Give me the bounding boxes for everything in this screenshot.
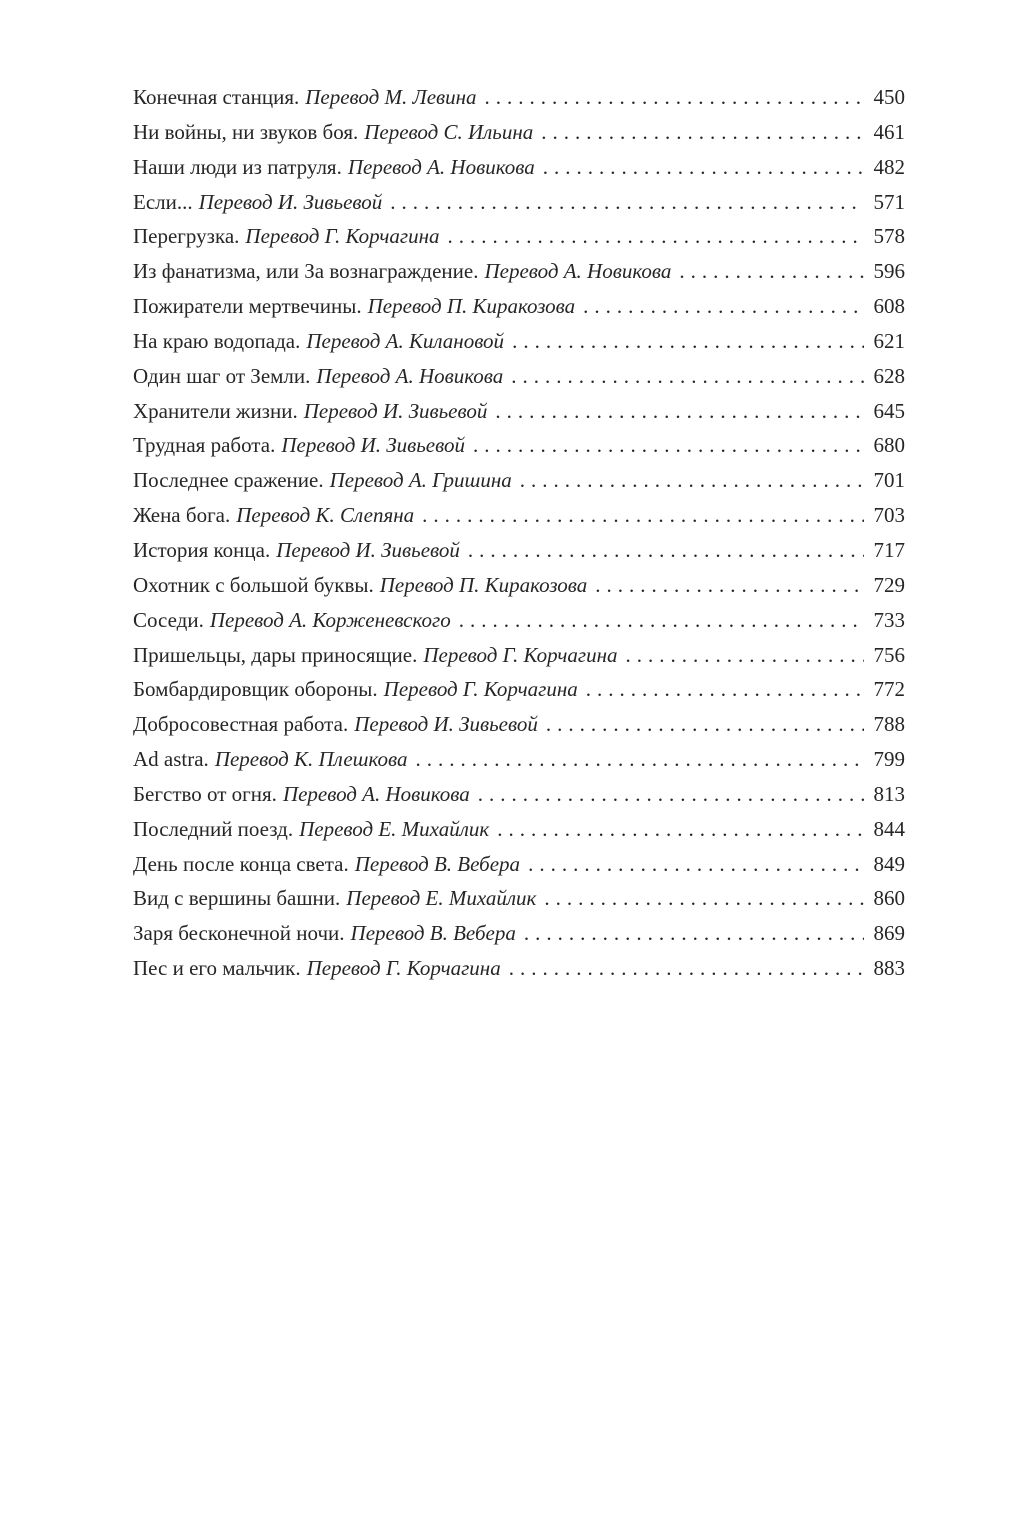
toc-entry <box>133 707 905 742</box>
toc-entry <box>133 115 905 150</box>
dot-leader <box>541 115 864 150</box>
toc-entry <box>133 359 905 394</box>
dot-leader <box>512 324 864 359</box>
toc-entry-page-number: 813 <box>873 781 905 806</box>
dot-leader <box>520 463 864 498</box>
toc-entry-text <box>133 742 408 777</box>
toc-entry-title: Из фанатизма, или За вознаграждение. <box>133 259 479 284</box>
toc-entry-text <box>133 428 465 463</box>
toc-entry-title: Ни войны, ни звуков боя. <box>133 119 359 144</box>
toc-entry-page-number: 461 <box>873 119 905 144</box>
toc-entry <box>133 80 905 115</box>
toc-entry <box>133 533 905 568</box>
dot-leader <box>595 568 864 603</box>
dot-leader <box>448 219 864 254</box>
toc-entry-page-number: 621 <box>873 328 905 353</box>
toc-entry-title: Охотник с большой буквы. <box>133 572 374 597</box>
toc-entry <box>133 742 905 777</box>
toc-entry-translator: Перевод В. Вебера <box>354 851 521 876</box>
dot-leader <box>543 150 864 185</box>
toc-entry-page-number: 628 <box>873 363 905 388</box>
toc-entry-page-number: 799 <box>873 747 905 772</box>
toc-entry-text <box>133 359 503 394</box>
toc-entry-translator: Перевод И. Зивьевой <box>303 398 488 423</box>
toc-entry-title: Пришельцы, дары приносящие. <box>133 642 418 667</box>
dot-leader <box>546 707 864 742</box>
toc-entry-title: Бомбардировщик обороны. <box>133 677 378 702</box>
toc-entry-page-number: 883 <box>873 956 905 981</box>
toc-entry <box>133 498 905 533</box>
toc-entry <box>133 881 905 916</box>
toc-entry-page-number: 729 <box>873 572 905 597</box>
dot-leader <box>422 498 864 533</box>
toc-entry-page-number: 860 <box>873 886 905 911</box>
toc-entry-page-number: 482 <box>873 154 905 179</box>
toc-entry <box>133 568 905 603</box>
toc-entry <box>133 463 905 498</box>
toc-entry-translator: Перевод С. Ильина <box>364 119 534 144</box>
dot-leader <box>524 916 864 951</box>
toc-entry <box>133 603 905 638</box>
toc-entry-page-number: 788 <box>873 712 905 737</box>
toc-entry-translator: Перевод Г. Корчагина <box>306 956 501 981</box>
toc-entry <box>133 812 905 847</box>
toc-entry-text <box>133 638 617 673</box>
toc-entry <box>133 289 905 324</box>
toc-entry-translator: Перевод П. Киракозова <box>379 572 588 597</box>
toc-entry-page-number: 450 <box>873 85 905 109</box>
toc-entry-text <box>133 881 536 916</box>
toc-entry-text <box>133 672 578 707</box>
toc-entry <box>133 672 905 707</box>
toc-entry-translator: Перевод Г. Корчагина <box>423 642 618 667</box>
toc-entry-translator: Перевод Г. Корчагина <box>383 677 578 702</box>
toc-entry-title: Наши люди из патруля. <box>133 154 342 179</box>
toc-entry-text <box>133 847 520 882</box>
toc-entry-page-number: 571 <box>873 189 905 214</box>
toc-entry-page-number: 578 <box>873 224 905 249</box>
toc-entry-text <box>133 568 587 603</box>
toc-entry-text <box>133 777 470 812</box>
toc-entry <box>133 847 905 882</box>
toc-entry-text <box>133 115 533 150</box>
toc-entry-text <box>133 254 671 289</box>
toc-entry-text <box>133 951 501 986</box>
toc-entry-translator: Перевод И. Зивьевой <box>198 189 383 214</box>
toc-entry-title: Вид с вершины башни. <box>133 886 341 911</box>
dot-leader <box>459 603 864 638</box>
toc-entry-title: Пожиратели мертвечины. <box>133 294 362 319</box>
toc-entry-translator: Перевод А. Корженевского <box>209 607 451 632</box>
toc-entry-title: Последнее сражение. <box>133 468 324 493</box>
toc-entry-title: Трудная работа. <box>133 433 276 458</box>
toc-entry-translator: Перевод А. Гришина <box>329 468 512 493</box>
toc-entry-text <box>133 185 382 220</box>
toc-entry-translator: Перевод А. Новикова <box>484 259 672 284</box>
toc-entry-text <box>133 324 504 359</box>
dot-leader <box>511 359 864 394</box>
toc-entry-title: Заря бесконечной ночи. <box>133 921 345 946</box>
dot-leader <box>679 254 864 289</box>
toc-entry-translator: Перевод А. Новикова <box>282 781 470 806</box>
dot-leader <box>416 742 864 777</box>
toc-entry <box>133 150 905 185</box>
toc-entry-title: Жена бога. <box>133 503 231 528</box>
dot-leader <box>390 185 864 220</box>
toc-entry-translator: Перевод М. Левина <box>305 85 477 109</box>
toc-entry-title: Если... <box>133 189 193 214</box>
toc-entry-page-number: 717 <box>873 537 905 562</box>
toc-entry-text <box>133 219 440 254</box>
toc-list <box>133 80 905 986</box>
dot-leader <box>625 638 864 673</box>
toc-entry-translator: Перевод И. Зивьевой <box>354 712 538 737</box>
toc-entry-title: Конечная станция. <box>133 85 300 109</box>
toc-entry-page-number: 680 <box>873 433 905 458</box>
toc-entry-title: Хранители жизни. <box>133 398 298 423</box>
toc-entry-translator: Перевод П. Киракозова <box>367 294 576 319</box>
toc-entry-translator: Перевод А. Килановой <box>306 328 505 353</box>
dot-leader <box>586 672 864 707</box>
toc-entry-text <box>133 498 414 533</box>
toc-entry-title: День после конца света. <box>133 851 349 876</box>
toc-entry-title: Бегство от огня. <box>133 781 277 806</box>
toc-entry-translator: Перевод Г. Корчагина <box>245 224 440 249</box>
toc-entry-page-number: 608 <box>873 294 905 319</box>
toc-entry <box>133 777 905 812</box>
toc-entry <box>133 219 905 254</box>
toc-entry-page-number: 733 <box>873 607 905 632</box>
toc-entry-title: Соседи. <box>133 607 204 632</box>
toc-entry-title: Один шаг от Земли. <box>133 363 311 388</box>
dot-leader <box>583 289 864 324</box>
toc-entry <box>133 916 905 951</box>
dot-leader <box>485 80 864 115</box>
toc-entry-translator: Перевод А. Новикова <box>316 363 504 388</box>
toc-entry <box>133 185 905 220</box>
toc-entry-page-number: 844 <box>873 816 905 841</box>
toc-entry-title: Ad astra. <box>133 747 209 772</box>
toc-entry-text <box>133 533 460 568</box>
dot-leader <box>497 812 864 847</box>
toc-entry-title: Пес и его мальчик. <box>133 956 301 981</box>
toc-entry-text <box>133 289 575 324</box>
toc-entry <box>133 394 905 429</box>
toc-entry-text <box>133 394 487 429</box>
toc-entry-text <box>133 80 477 115</box>
toc-entry-page-number: 869 <box>873 921 905 946</box>
toc-entry-page-number: 756 <box>873 642 905 667</box>
toc-entry-translator: Перевод Е. Михайлик <box>299 816 490 841</box>
toc-entry-translator: Перевод А. Новикова <box>347 154 535 179</box>
toc-entry-text <box>133 150 535 185</box>
dot-leader <box>528 847 864 882</box>
toc-entry-translator: Перевод И. Зивьевой <box>281 433 465 458</box>
dot-leader <box>509 951 864 986</box>
toc-entry-page-number: 596 <box>873 259 905 284</box>
toc-entry <box>133 428 905 463</box>
toc-entry <box>133 254 905 289</box>
toc-entry-title: Перегрузка. <box>133 224 240 249</box>
toc-entry-page-number: 703 <box>873 503 905 528</box>
toc-entry-translator: Перевод К. Плешкова <box>214 747 408 772</box>
dot-leader <box>495 394 864 429</box>
toc-entry-title: История конца. <box>133 537 271 562</box>
toc-entry-translator: Перевод И. Зивьевой <box>276 537 460 562</box>
toc-entry-page-number: 645 <box>873 398 905 423</box>
dot-leader <box>468 533 864 568</box>
toc-entry-page-number: 849 <box>873 851 905 876</box>
toc-entry <box>133 951 905 986</box>
toc-entry-text <box>133 707 538 742</box>
toc-entry-translator: Перевод К. Слепяна <box>236 503 415 528</box>
toc-entry-page-number: 772 <box>873 677 905 702</box>
dot-leader <box>473 428 864 463</box>
toc-entry <box>133 324 905 359</box>
toc-entry-text <box>133 603 451 638</box>
toc-entry-translator: Перевод Е. Михайлик <box>346 886 537 911</box>
toc-entry-title: Добросовестная работа. <box>133 712 349 737</box>
toc-entry-text <box>133 463 512 498</box>
dot-leader <box>544 881 864 916</box>
toc-entry-title: На краю водопада. <box>133 328 301 353</box>
toc-entry-text <box>133 916 516 951</box>
toc-entry-page-number: 701 <box>873 468 905 493</box>
toc-entry-title: Последний поезд. <box>133 816 294 841</box>
toc-entry <box>133 638 905 673</box>
dot-leader <box>478 777 864 812</box>
toc-entry-text <box>133 812 489 847</box>
toc-entry-translator: Перевод В. Вебера <box>350 921 516 946</box>
